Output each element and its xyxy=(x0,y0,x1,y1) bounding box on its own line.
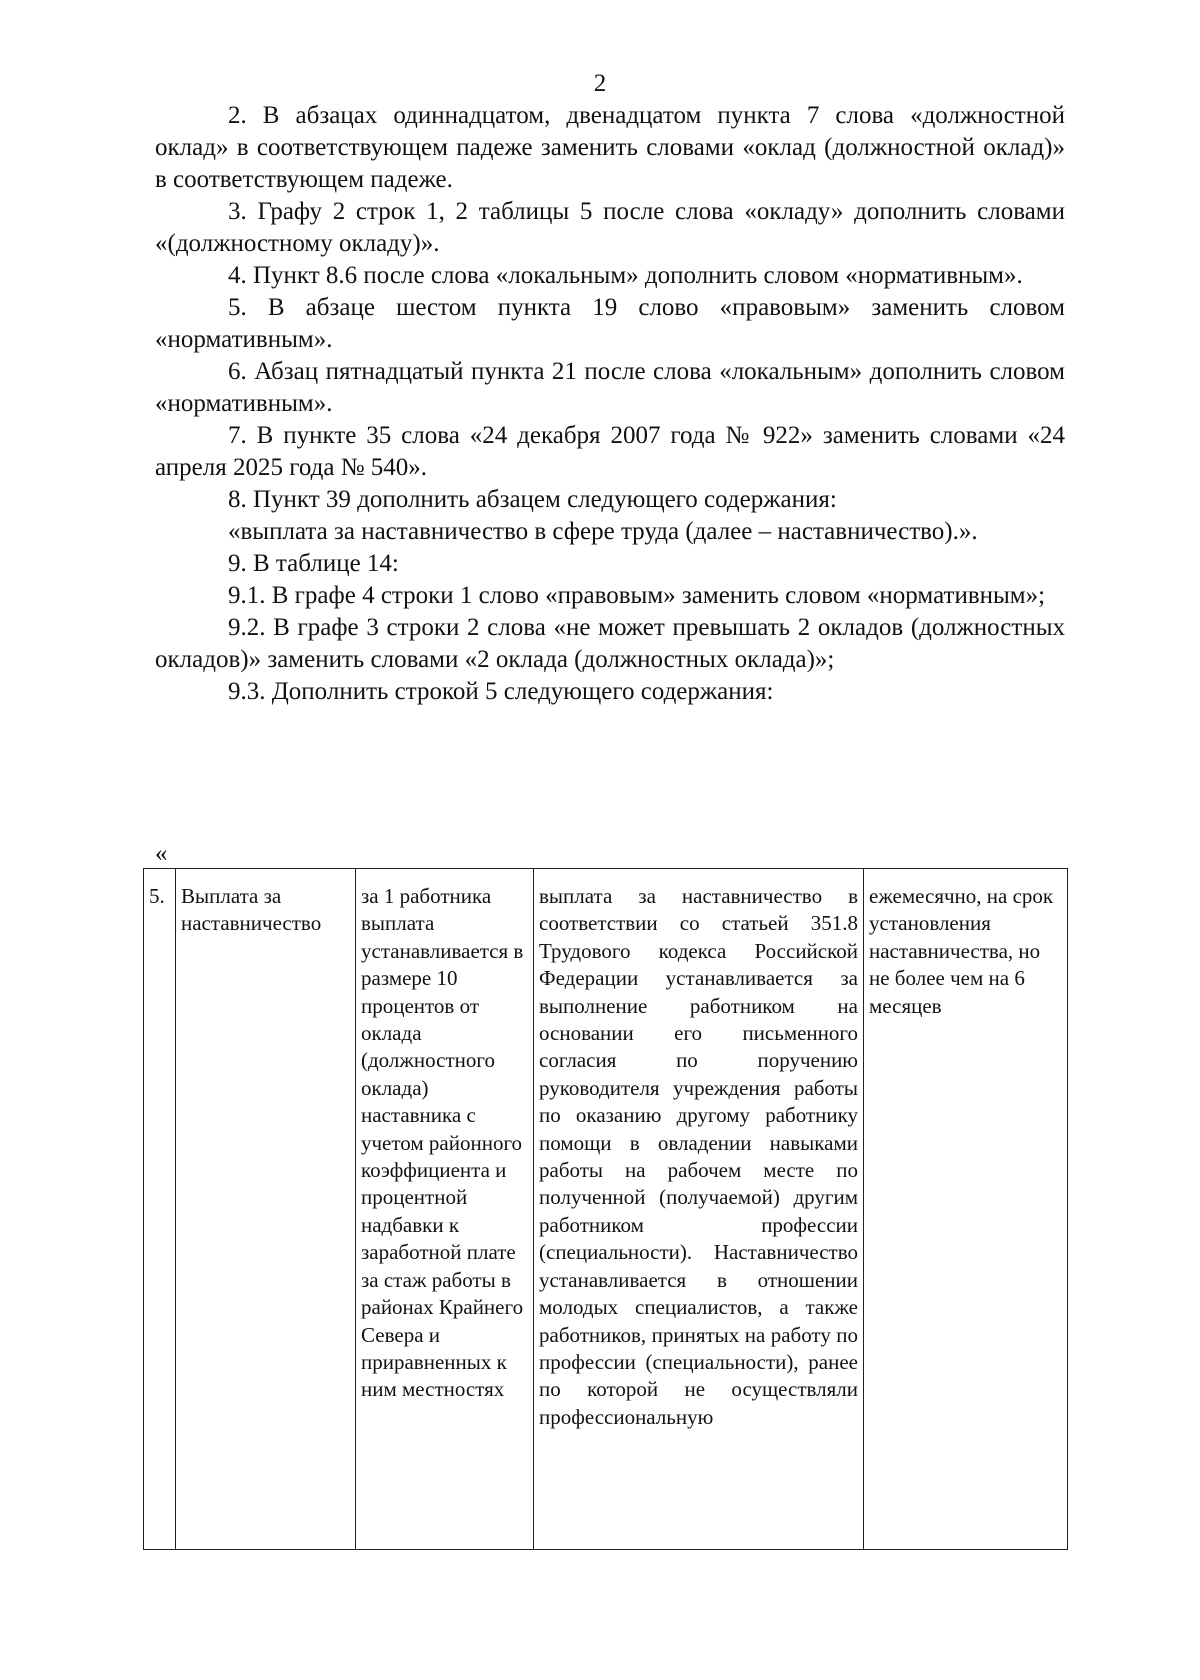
opening-quote-mark: « xyxy=(155,840,168,867)
paragraph-quoted-addition: «выплата за наставничество в сфере труда (далее – наставничество).». xyxy=(228,518,978,545)
paragraph-item-6: 6. Абзац пятнадцатый пункта 21 после слова «локальным» дополнить словом «нормативным». xyxy=(155,358,1065,417)
row-number-cell: 5. xyxy=(144,869,176,1550)
paragraph-item-9: 9. В таблице 14: xyxy=(228,550,399,577)
paragraph-item-7: 7. В пункте 35 слова «24 декабря 2007 года № 922» заменить словами «24 апреля 2025 года № 540». xyxy=(155,422,1065,481)
payment-amount-cell: за 1 работника выплата устанавливается в размере 10 процентов от оклада (должностного оклада) наставника с учетом районного коэффициента и процентной надбавки к заработной плате за стаж работы в районах Крайнего Севера и приравненных к ним местностях xyxy=(356,869,534,1550)
paragraph-item-9-1: 9.1. В графе 4 строки 1 слово «правовым» заменить словом «нормативным»; xyxy=(228,582,1046,609)
payment-period-cell: ежемесячно, на срок установления наставничества, но не более чем на 6 месяцев xyxy=(864,869,1068,1550)
amendment-text xyxy=(155,100,1065,708)
paragraph-item-9-2: 9.2. В графе 3 строки 2 слова «не может превышать 2 окладов (должностных окладов)» заменить словами «2 оклада (должностных оклада)»; xyxy=(155,614,1065,673)
paragraph-item-5: 5. В абзаце шестом пункта 19 слово «правовым» заменить словом «нормативным». xyxy=(155,294,1065,353)
paragraph-item-4: 4. Пункт 8.6 после слова «локальным» дополнить словом «нормативным». xyxy=(228,262,1023,289)
payment-conditions-cell: выплата за наставничество в соответствии со статьей 351.8 Трудового кодекса Российской Федерации устанавливается за выполнение работником на основании его письменного согласия по поручению руководителя учреждения работы по оказанию другому работнику помощи в овладении навыками работы на рабочем месте по полученной (получаемой) другим работником профессии (специальности). Наставничество устанавливается в отношении молодых специалистов, а также работников, принятых на работу по профессии (специальности), ранее по которой не осуществляли профессиональную xyxy=(534,869,864,1550)
paragraph-item-8: 8. Пункт 39 дополнить абзацем следующего содержания: xyxy=(228,486,837,513)
paragraph-item-2: 2. В абзацах одиннадцатом, двенадцатом пункта 7 слова «должностной оклад» в соответствующем падеже заменить словами «оклад (должностной оклад)» в соответствующем падеже. xyxy=(155,102,1065,193)
payment-name-cell: Выплата за наставничество xyxy=(176,869,356,1550)
paragraph-item-9-3: 9.3. Дополнить строкой 5 следующего содержания: xyxy=(228,678,774,705)
table-row xyxy=(144,869,1068,1550)
paragraph-item-3: 3. Графу 2 строк 1, 2 таблицы 5 после слова «окладу» дополнить словами «(должностному окладу)». xyxy=(155,198,1065,257)
amendment-table xyxy=(143,868,1068,1550)
page-number: 2 xyxy=(593,70,607,97)
